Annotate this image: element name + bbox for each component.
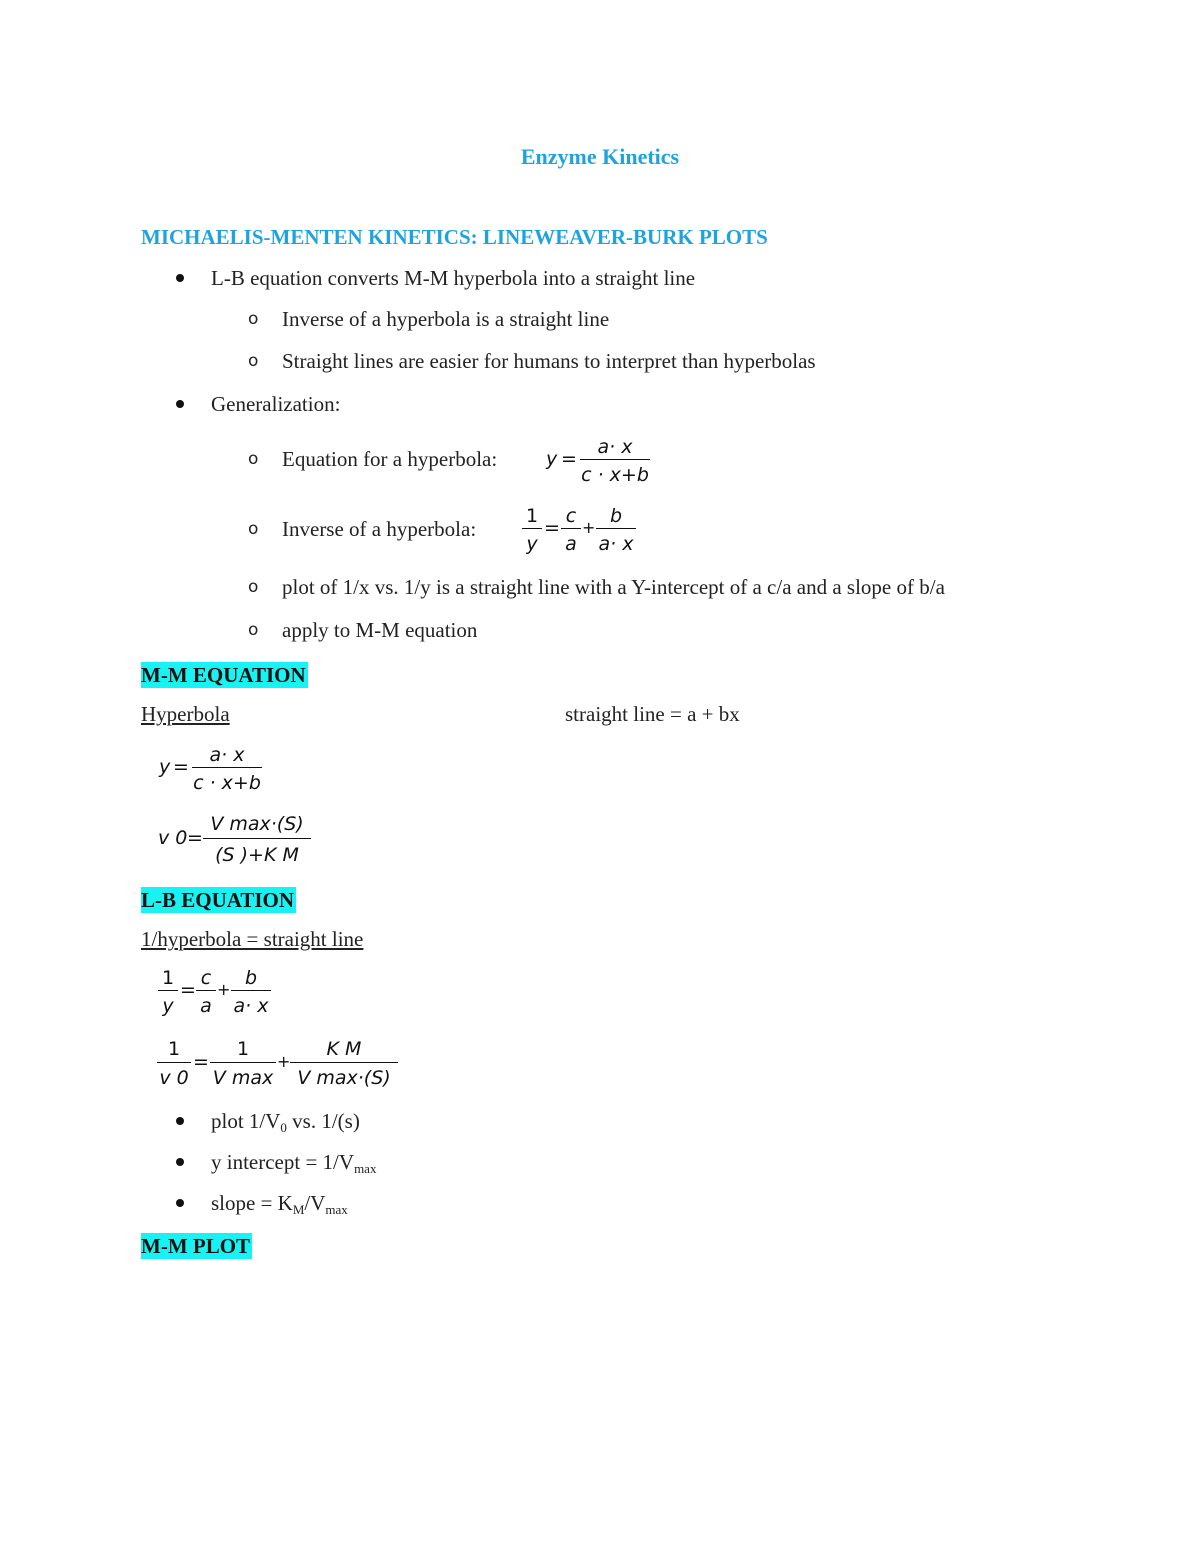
fraction-denominator: V max [212, 1067, 274, 1089]
fraction-bar [522, 528, 542, 529]
fraction-numerator: V max·(S) [210, 813, 304, 835]
fraction-numerator: 1 [161, 967, 175, 989]
fraction-bar [580, 459, 650, 460]
section-heading-mm-plot: M-M PLOT [141, 1234, 251, 1258]
fraction-one-over-y [158, 967, 178, 1019]
circle-bullet-icon: o [248, 309, 259, 329]
fraction-hyperbola [192, 744, 262, 796]
fraction-numerator: a· x [209, 744, 245, 766]
fraction-one-over-vmax [210, 1038, 276, 1092]
math-equals: = [173, 756, 189, 778]
sub-bullet-text: plot of 1/x vs. 1/y is a straight line with a Y-intercept of a c/a and a slope of b/a [282, 575, 945, 599]
fraction-bar [210, 1062, 276, 1063]
fraction-numerator: K M [326, 1038, 362, 1060]
fraction-c-over-a [561, 505, 581, 557]
fraction-numerator: a· x [597, 436, 633, 458]
math-equals: = [187, 827, 203, 849]
math-plus: + [277, 1052, 291, 1071]
circle-bullet-icon: o [248, 620, 259, 640]
bullet-icon [176, 400, 184, 408]
math-equals: = [561, 448, 577, 470]
bullet-plot-tail: vs. 1/(s) [286, 1109, 360, 1133]
fraction-numerator: 1 [236, 1038, 250, 1060]
fraction-denominator: v 0 [159, 1067, 189, 1089]
fraction-bar [203, 838, 311, 839]
fraction-denominator: V max·(S) [297, 1067, 391, 1089]
fraction-b-over-ax [231, 967, 271, 1019]
sub-bullet-text: Straight lines are easier for humans to interpret than hyperbolas [282, 349, 816, 373]
bullet-text: Generalization: [211, 392, 341, 416]
bullet-icon [176, 1158, 184, 1166]
circle-bullet-icon: o [248, 519, 259, 539]
fraction-michaelis-menten [203, 813, 311, 869]
fraction-bar [290, 1062, 398, 1063]
fraction-bar [157, 1062, 191, 1063]
fraction-numerator: b [244, 967, 258, 989]
fraction-denominator: c · x+b [581, 464, 649, 486]
fraction-numerator: c [200, 967, 212, 989]
section-heading-mm-kinetics: MICHAELIS-MENTEN KINETICS: LINEWEAVER-BURK PLOTS [141, 225, 768, 249]
math-variable-v0: v 0 [158, 827, 188, 849]
label-inverse-hyperbola: 1/hyperbola = straight line [141, 927, 364, 951]
fraction-bar [192, 767, 262, 768]
fraction-one-over-v0 [157, 1038, 191, 1092]
bullet-plot-text [211, 1109, 360, 1135]
fraction-bar [561, 528, 581, 529]
fraction-denominator: a [565, 533, 577, 555]
label-hyperbola: Hyperbola [141, 702, 230, 726]
subscript: max [354, 1161, 377, 1176]
bullet-plot-label: plot 1/V [211, 1109, 281, 1133]
sub-bullet-text: Inverse of a hyperbola: [282, 517, 477, 541]
bullet-icon [176, 1117, 184, 1125]
math-plus: + [217, 980, 231, 999]
subscript: M [292, 1202, 305, 1217]
bullet-icon [176, 1199, 184, 1207]
fraction-denominator: y [162, 995, 174, 1017]
fraction-km-over-vmax-s [290, 1038, 398, 1092]
circle-bullet-icon: o [248, 449, 259, 469]
fraction-denominator: c · x+b [193, 772, 261, 794]
bullet-intercept-text [211, 1150, 377, 1176]
page-title: Enzyme Kinetics [520, 144, 680, 169]
fraction-denominator: a· x [598, 533, 634, 555]
math-equals: = [180, 979, 196, 1001]
fraction-c-over-a [196, 967, 216, 1019]
fraction-denominator: y [526, 533, 538, 555]
fraction-numerator: 1 [525, 505, 539, 527]
bullet-icon [176, 274, 184, 282]
bullet-slope-label: slope = K [211, 1191, 293, 1215]
math-plus: + [582, 518, 596, 537]
fraction-denominator: a· x [233, 995, 269, 1017]
fraction-numerator: 1 [167, 1038, 181, 1060]
label-straight-line: straight line = a + bx [565, 702, 740, 726]
fraction-bar [158, 990, 178, 991]
math-equals: = [193, 1051, 209, 1073]
fraction-denominator: (S )+K M [215, 844, 299, 866]
sub-bullet-text: Inverse of a hyperbola is a straight line [282, 307, 610, 331]
subscript: 0 [280, 1120, 287, 1135]
fraction-bar [231, 990, 271, 991]
bullet-slope-text [211, 1191, 348, 1217]
math-variable: y [159, 756, 171, 778]
sub-bullet-text: Equation for a hyperbola: [282, 447, 498, 471]
bullet-intercept-label: y intercept = 1/V [211, 1150, 355, 1174]
fraction-denominator: a [200, 995, 212, 1017]
bullet-slope-mid: /V [304, 1191, 326, 1215]
section-heading-lb-equation: L-B EQUATION [141, 888, 295, 912]
fraction-one-over-y [522, 505, 542, 557]
math-equals: = [544, 517, 560, 539]
section-heading-mm-equation: M-M EQUATION [141, 663, 306, 687]
fraction-numerator: c [565, 505, 577, 527]
fraction-numerator: b [609, 505, 623, 527]
circle-bullet-icon: o [248, 351, 259, 371]
sub-bullet-text: apply to M-M equation [282, 618, 478, 642]
fraction-bar [196, 990, 216, 991]
math-variable: y [546, 448, 558, 470]
fraction-b-over-ax [596, 505, 636, 557]
fraction-hyperbola [580, 436, 650, 488]
subscript: max [325, 1202, 348, 1217]
circle-bullet-icon: o [248, 577, 259, 597]
bullet-text: L-B equation converts M-M hyperbola into a straight line [211, 266, 696, 290]
fraction-bar [596, 528, 636, 529]
